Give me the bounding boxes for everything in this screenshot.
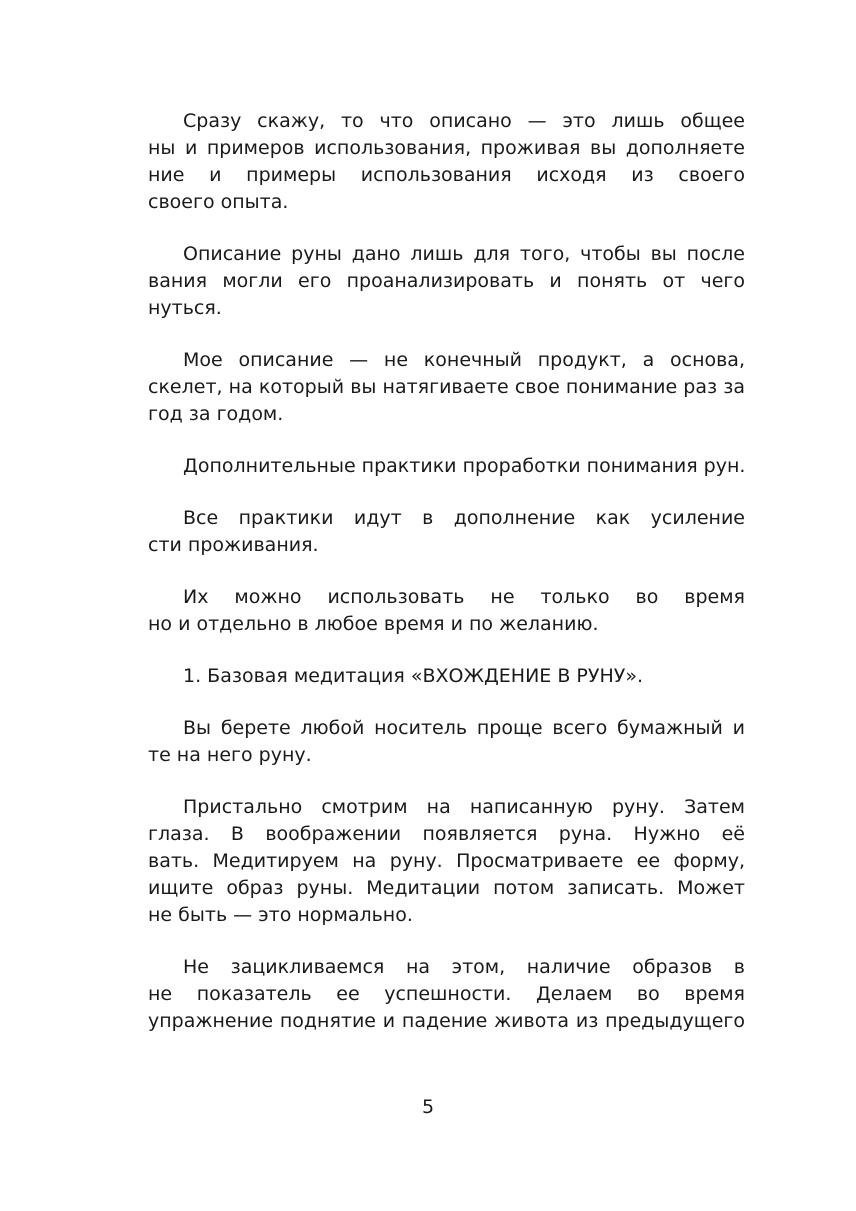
paragraph <box>148 453 745 480</box>
text-line: Их можно использовать не только во время <box>183 586 745 608</box>
paragraph <box>148 505 745 559</box>
text-line: Все практики идут в дополнение как усиление <box>183 507 745 529</box>
text-line: сти проживания. <box>148 534 319 556</box>
text-line: ние и примеры использования исходя из своего <box>148 164 745 186</box>
text-line: Пристально смотрим на написанную руну. Затем <box>183 796 745 818</box>
page-number: 5 <box>421 1096 435 1118</box>
text-line: 1. Базовая медитация «ВХОЖДЕНИЕ В РУНУ». <box>183 665 643 687</box>
text-line: глаза. В воображении появляется руна. Нужно её <box>148 823 745 845</box>
text-line: те на него руну. <box>148 744 312 766</box>
paragraph <box>148 241 745 322</box>
text-line: Не зацикливаемся на этом, наличие образов в <box>183 956 745 978</box>
text-line: вать. Медитируем на руну. Просматриваете ее форму, <box>148 850 745 872</box>
paragraph <box>148 954 745 1035</box>
page-body <box>148 108 745 1060</box>
text-line: Вы берете любой носитель проще всего бумажный и <box>183 717 745 739</box>
paragraph <box>148 347 745 428</box>
text-line: ищите образ руны. Медитации потом записать. Может <box>148 877 745 899</box>
text-line: но и отдельно в любое время и по желанию. <box>148 613 599 635</box>
text-line: вания могли его проанализировать и понять от чего <box>148 270 745 292</box>
text-line: Сразу скажу, то что описано — это лишь общее <box>183 110 745 132</box>
text-line: упражнение поднятие и падение живота из предыдущего <box>148 1010 745 1032</box>
paragraph <box>148 584 745 638</box>
text-line: Дополнительные практики проработки понимания рун. <box>183 455 746 477</box>
text-line: нуться. <box>148 297 222 319</box>
text-line: не быть — это нормально. <box>148 904 413 926</box>
text-line: Мое описание — не конечный продукт, а основа, <box>183 349 745 371</box>
text-line: Описание руны дано лишь для того, чтобы вы после <box>183 243 745 265</box>
text-line: своего опыта. <box>148 191 289 213</box>
text-line: не показатель ее успешности. Делаем во время <box>148 983 745 1005</box>
paragraph <box>148 108 745 216</box>
paragraph <box>148 715 745 769</box>
text-line: скелет, на который вы натягиваете свое понимание раз за <box>148 376 745 398</box>
paragraph <box>148 663 745 690</box>
paragraph <box>148 794 745 929</box>
text-line: ны и примеров использования, проживая вы дополняете <box>148 137 745 159</box>
text-line: год за годом. <box>148 403 284 425</box>
